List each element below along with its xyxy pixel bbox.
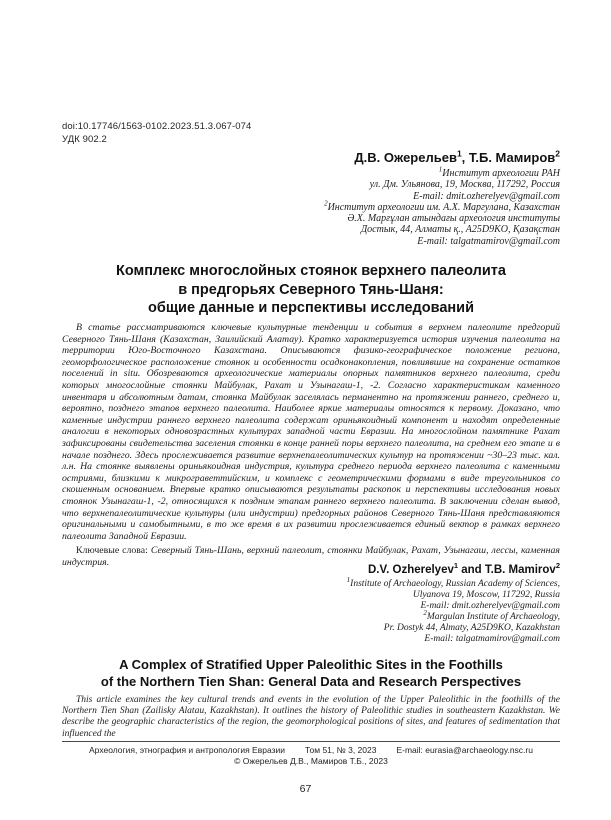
affiliation-email: E-mail: dmit.ozherelyev@gmail.com	[413, 190, 560, 202]
affiliation-block-ru	[62, 165, 560, 247]
title-block-russian	[62, 262, 560, 318]
affiliation-line	[62, 623, 560, 634]
footer-journal-email: E-mail: eurasia@archaeology.nsc.ru	[396, 745, 533, 755]
affiliation-mark: 2	[324, 199, 328, 208]
affiliation-line	[62, 634, 560, 645]
affiliation-text: ул. Дм. Ульянова, 19, Москва, 117292, Россия	[369, 179, 560, 191]
header-russian	[62, 150, 560, 247]
affiliation-line	[62, 575, 560, 590]
affiliation-block-en	[62, 575, 560, 645]
affiliation-line	[62, 191, 560, 202]
authors-line-ru	[62, 150, 560, 166]
authors-separator: and	[458, 564, 485, 576]
author-name: Д.В. Ожерельев	[354, 150, 457, 165]
affiliation-email: E-mail: talgatmamirov@gmail.com	[424, 634, 560, 644]
title-line: A Complex of Stratified Upper Paleolithic Sites in the Foothills	[119, 657, 503, 672]
footer-journal-title: Археология, этнография и антропология Евразии	[89, 745, 285, 755]
affiliation-line	[62, 213, 560, 224]
affiliation-line	[62, 165, 560, 179]
abstract-ru: В статье рассматриваются ключевые культурные тенденции и события в верхнем палеолите предгорий Северного Тянь-Шаня (Казахстан, Заилийский Алатау). Кратко характеризуется история изучения палеолита на территории Юго-Восточного Казахстана. Описываются физико-географическое положение региона, геоморфологическое расположение стоянок и особенности осадконакопления, повлиявшие на сохранение остатков поселений in situ. Обозреваются археологические материалы опорных памятников верхнего палеолита, среди которых многослойные стоянки Майбулак, Рахат и Узынагаш-1, -2. Согласно характеристикам каменного инвентаря и абсолютным датам, стоянка Майбулак заселялась перманентно на протяжении раннего, среднего и, вероятно, позднего этапов верхнего палеолита. Наиболее яркие материалы относятся к первому. Доказано, что каменные индустрии раннего верхнего палеолита содержат ориньякоидный компонент и находят определенные аналогии в некоторых одновозрастных культурах западной части Евразии. На многослойном памятнике Рахат зафиксированы свидетельства заселения стоянки в конце ранней поры верхнего палеолита, на среднем его этапе и в начале позднего. Здесь прослеживается развитие верхнепалеолитических культур на протяжении ~30–23 тыс. кал. л.н. На стоянке выявлены ориньякоидная индустрия, культура среднего периода верхнего палеолита с каменными остриями, близкими к микрограветтийским, и комплекс с геометрическими формами в виде треугольников со скошенным основанием. Впервые кратко описываются результаты раскопок и перспективы исследования новых стоянок Узынагаш-1, -2, относящихся к поздним этапам раннего верхнего палеолита. В заключении сделан вывод, что верхнепалеолитические культуры (или индустрии) предгорных районов Северного Тянь-Шаня представляются оригинальными и самобытными, в то же время в их развитии прослеживается единый вектор в рамках верхнего палеолита Западной Евразии.	[62, 322, 560, 542]
affiliation-text: Ә.Х. Марғұлан атындағы археология институты	[347, 213, 560, 225]
affiliation-text: Institute of Archaeology, Russian Academy of Sciences,	[350, 579, 560, 589]
affiliation-line	[62, 199, 560, 213]
affiliation-mark: 1	[438, 165, 443, 174]
abstract-en: This article examines the key cultural trends and events in the evolution of the Upper Paleolithic in the foothills of the Northern Tien Shan (Zailisky Alatau, Kazakhstan). It outlines the history of Paleolithic studies in southeastern Kazakhstan. We describe the geographic characteristics of the region, the geomorphological positions of sites, and features of sedimentation that influenced the	[62, 695, 560, 739]
keywords-text: Северный Тянь-Шань, верхний палеолит, стоянки Майбулак, Рахат, Узынагаш, лессы, каменная индустрия.	[62, 545, 560, 568]
authors-separator: ,	[461, 150, 469, 165]
affiliation-text: Ulyanova 19, Moscow, 117292, Russia	[412, 590, 560, 600]
title-line: of the Northern Tien Shan: General Data and Research Perspectives	[100, 674, 522, 689]
affiliation-text: Институт археологии им. А.Х. Маргулана, Казахстан	[327, 201, 560, 213]
affiliation-line	[62, 224, 560, 235]
article-title-en	[62, 656, 560, 690]
author-name: D.V. Ozherelyev	[368, 564, 454, 576]
affiliation-text: Margulan Institute of Archaeology,	[426, 612, 560, 622]
author-affiliation-mark: 2	[555, 148, 560, 159]
author-affiliation-mark: 1	[456, 148, 462, 159]
footer-journal-line	[62, 745, 560, 756]
keywords-label: Ключевые слова:	[76, 545, 148, 557]
affiliation-email: E-mail: talgatmamirov@gmail.com	[417, 235, 560, 247]
page-number: 67	[299, 783, 312, 795]
udk-line: УДК 902.2	[62, 133, 107, 145]
header-english	[62, 563, 560, 645]
title-line: Комплекс многослойных стоянок верхнего палеолита	[116, 263, 506, 279]
affiliation-mark: 2	[423, 608, 427, 617]
footer-copyright: © Ожерельев Д.В., Мамиров Т.Б., 2023	[234, 756, 388, 766]
affiliation-text: Институт археологии РАН	[442, 168, 560, 179]
page-footer	[62, 741, 560, 767]
footer-issue-info: Том 51, № 3, 2023	[304, 745, 377, 755]
title-block-english	[62, 656, 560, 740]
title-line: в предгорьях Северного Тянь-Шаня:	[178, 281, 444, 298]
affiliation-text: Pr. Dostyk 44, Almaty, A25D9KO, Kazakhstan	[383, 623, 560, 633]
article-title-ru	[62, 262, 560, 318]
affiliation-line	[62, 179, 560, 190]
affiliation-mark: 1	[346, 575, 351, 584]
author-name: Т.Б. Мамиров	[468, 150, 556, 165]
title-line: общие данные и перспективы исследований	[148, 300, 474, 316]
author-affiliation-mark: 1	[453, 561, 459, 571]
article-meta	[62, 121, 560, 146]
affiliation-line	[62, 608, 560, 623]
affiliation-text: Достык, 44, Алматы қ., A25D9KO, Қазақстан	[360, 224, 560, 236]
authors-line-en	[62, 563, 560, 577]
affiliation-line	[62, 590, 560, 601]
author-affiliation-mark: 2	[555, 561, 560, 571]
affiliation-line	[62, 601, 560, 612]
affiliation-email: E-mail: dmit.ozherelyev@gmail.com	[420, 601, 560, 611]
affiliation-line	[62, 236, 560, 247]
doi-line: doi:10.17746/1563-0102.2023.51.3.067-074	[62, 121, 252, 132]
author-name: T.B. Mamirov	[484, 564, 556, 576]
